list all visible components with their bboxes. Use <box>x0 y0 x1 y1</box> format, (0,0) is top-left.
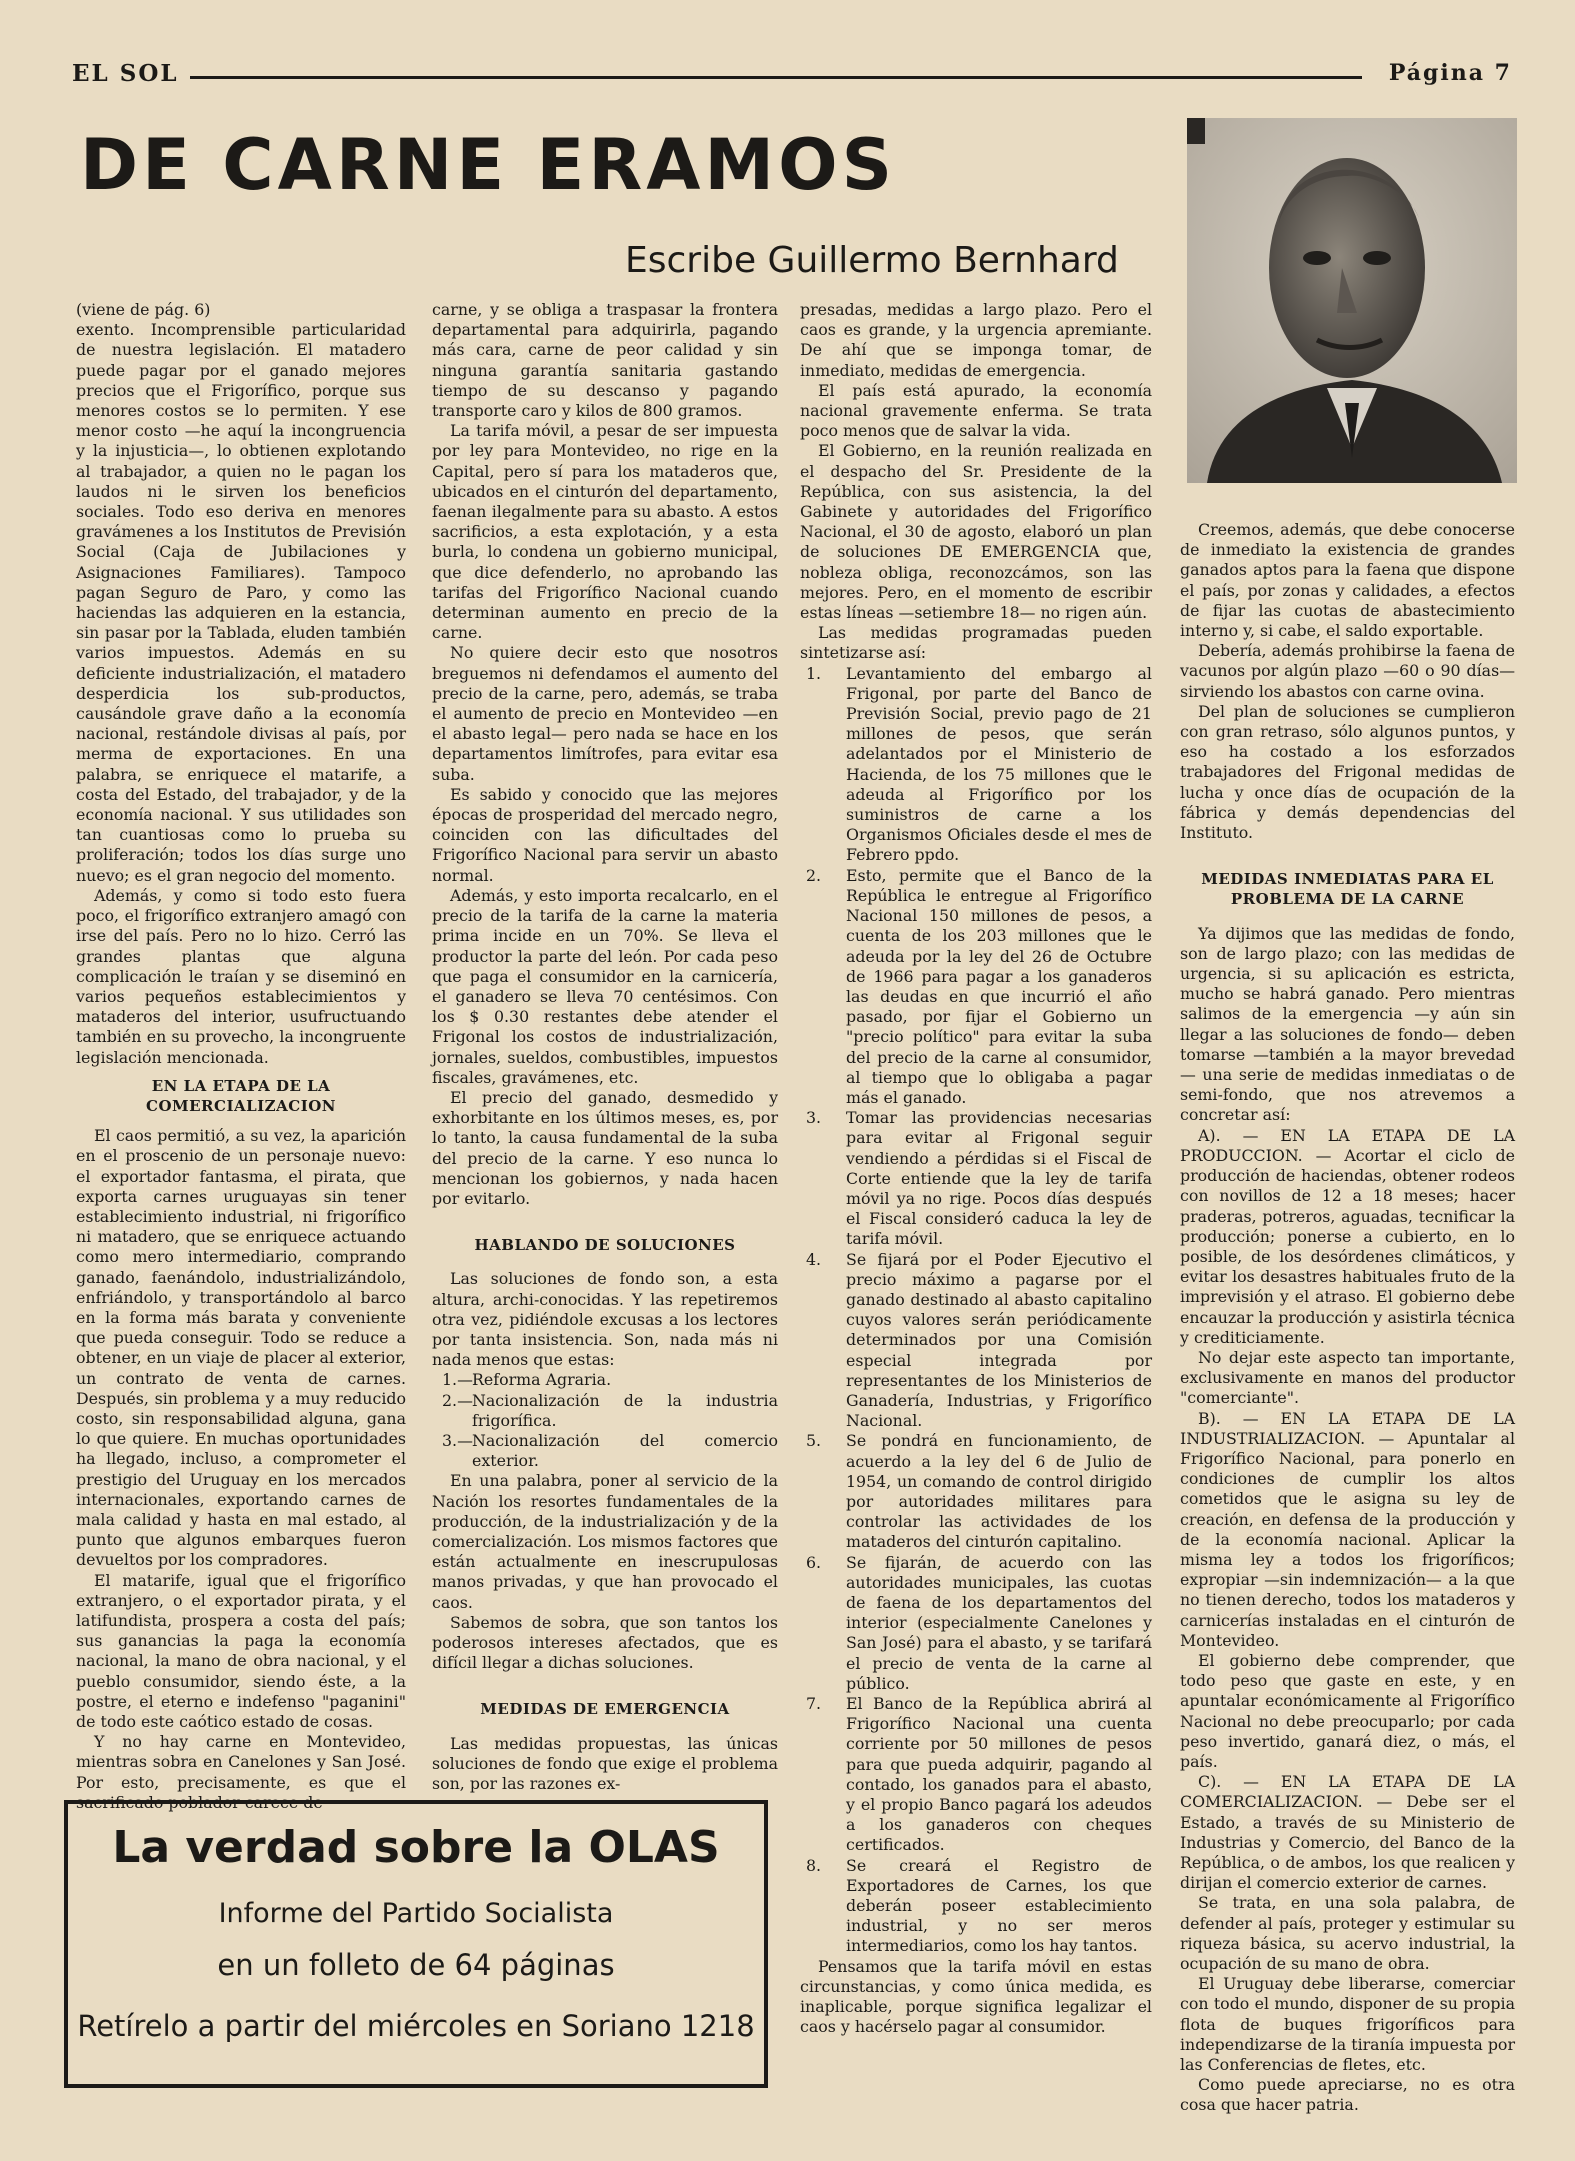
advertisement-box <box>64 1800 768 2088</box>
column-2 <box>432 300 778 1794</box>
paragraph: La tarifa móvil, a pesar de ser impuesta por ley para Montevideo, no rige en la Capital, pero sí para los mataderos que, ubicados en el cinturón del departamento, faenan ilegalmente para su abasto. A estos sacrificios, a esta explotación, y a esta burla, lo condena un gobierno municipal, que dice defenderlo, no aprobando las tarifas del Frigorífico Nacional cuando determinan aumento en precio de la carne. <box>432 421 778 643</box>
ad-subtitle: Informe del Partido Socialista <box>218 1898 614 1929</box>
subheading: EN LA ETAPA DE LA COMERCIALIZACION <box>146 1076 336 1115</box>
paragraph: El caos permitió, a su vez, la aparición en el proscenio de un personaje nuevo: el exportador fantasma, el pirata, que exporta carnes uruguayas sin tener establecimiento industrial, ni frigorífico ni matadero, que se enriquece actuando como mero intermediario, comprando ganado, faenándolo, industrializándolo, enfriándolo, y transportándolo al barco en la forma más barata y conveniente que pueda conseguir. Todo se reduce a obtener, en un viaje de placer al exterior, un contrato de venta de carnes. Después, sin problema y a muy reducido costo, sin responsabilidad alguna, gana lo que quiere. En muchas oportunidades ha llegado, incluso, a comprometer el prestigio del Uruguay en los mercados internacionales, exportando carnes de mala calidad y hasta en mal estado, al punto que algunos embarques fueron devueltos por los compradores. <box>76 1126 406 1570</box>
list-item: 3. Tomar las providencias necesarias para evitar al Frigonal seguir vendiendo a pérdidas si el Fiscal de Corte entiende que la ley de tarifa móvil ya no rige. Pocos días después el Fiscal consideró caduca la ley de tarifa móvil. <box>806 1108 1152 1249</box>
paragraph: En una palabra, poner al servicio de la Nación los resortes fundamentales de la producción, de la industrialización y de la comercialización. Los mismos factores que están actualmente en inescrupulosas manos privadas, y que han provocado el caos. <box>432 1471 778 1612</box>
paragraph: El Gobierno, en la reunión realizada en el despacho del Sr. Presidente de la República, con sus asistencia, la del Gabinete y autoridades del Frigorífico Nacional, el 30 de agosto, elaboró un plan de soluciones DE EMERGENCIA que, nobleza obliga, reconozcámos, son las mejores. Pero, en el momento de escribir estas líneas —setiembre 18— no rigen aún. <box>800 441 1152 623</box>
list-item: 2.— Nacionalización de la industria frigorífica. <box>442 1390 778 1430</box>
portrait-illustration <box>1187 118 1517 483</box>
paragraph: El precio del ganado, desmedido y exhorbitante en los últimos meses, es, por lo tanto, la causa fundamental de la suba del precio de la carne. Y eso nunca lo mencionan los gobiernos, y nada hacen por evitarlo. <box>432 1087 778 1208</box>
column-3 <box>800 300 1152 2037</box>
paragraph: Las soluciones de fondo son, a esta altura, archi-conocidas. Y las repetiremos otra vez, pidiéndole excusas a los lectores por tanta insistencia. Son, nada más ni nada menos que estas: <box>432 1269 778 1370</box>
paragraph: El Uruguay debe liberarse, comerciar con todo el mundo, disponer de su propia flota de buques frigoríficos para independizarse de la tiranía impuesta por las Conferencias de fletes, etc. <box>1180 1974 1515 2075</box>
paragraph: Las medidas propuestas, las únicas soluciones de fondo que exige el problema son, por las razones ex- <box>432 1733 778 1794</box>
headline: DE CARNE ERAMOS <box>80 124 896 206</box>
paragraph: Como puede apreciarse, no es otra cosa que hacer patria. <box>1180 2075 1515 2115</box>
list-item: 7. El Banco de la República abrirá al Frigorífico Nacional una cuenta corriente por 50 millones de pesos para que pueda adquirir, pagando al contado, los ganados para el abasto, y el propio Banco pagará los adeudos a los ganaderos con cheques certificados. <box>806 1694 1152 1855</box>
ad-address: Retírelo a partir del miércoles en Soriano 1218 <box>77 2009 755 2043</box>
paragraph: exento. Incomprensible particularidad de nuestra legislación. El matadero puede pagar por el ganado mejores precios que el Frigorífico, porque sus menores costos se lo permiten. Y ese menor costo —he aquí la incongruencia y la injusticia—, lo obtienen explotando al trabajador, a quien no le pagan los laudos ni le sirven los beneficios sociales. Todo eso deriva en menores gravámenes a los Institutos de Previsión Social (Caja de Jubilaciones y Asignaciones Familiares). Tampoco pagan Seguro de Paro, y como las haciendas las adquieren en la estancia, sin pasar por la Tablada, eluden también varios impuestos. Además en su deficiente industrialización, el matadero desperdicia los sub-productos, causándole grave daño a la economía nacional, restándole divisas al país, por merma de exportaciones. En una palabra, se enriquece el matarife, a costa del Estado, del trabajador, y de la economía nacional. Y sus utilidades son tan cuantiosas como lo prueba su proliferación; todos los días surge uno nuevo; es el gran negocio del momento. <box>76 320 406 885</box>
paragraph: Además, y esto importa recalcarlo, en el precio de la tarifa de la carne la materia prima incide en un 70%. Se lleva el productor la parte del león. Por cada peso que paga el consumidor en la carnicería, el ganadero se lleva 70 centésimos. Con los $ 0.30 restantes debe atender el Frigonal los costos de industrialización, jornales, sueldos, combustibles, impuestos fiscales, gravámenes, etc. <box>432 885 778 1087</box>
paragraph: Creemos, además, que debe conocerse de inmediato la existencia de grandes ganados aptos para la faena que dispone el país, por zonas y calidades, a efectos de fijar las cuotas de abastecimiento interno y, si cabe, el saldo exportable. <box>1180 520 1515 641</box>
author-portrait-photo <box>1187 118 1517 483</box>
header-rule <box>190 76 1362 79</box>
paragraph: Sabemos de sobra, que son tantos los poderosos intereses afectados, que es difícil llegar a dichas soluciones. <box>432 1612 778 1673</box>
list-item: 4. Se fijará por el Poder Ejecutivo el precio máximo a pagarse por el ganado destinado al abasto capitalino cuyos valores serán periódicamente determinados por una Comisión especial integrada por representantes de los Ministerios de Ganadería, Industrias, y Frigorífico Nacional. <box>806 1249 1152 1431</box>
ad-detail: en un folleto de 64 páginas <box>217 1948 615 1982</box>
list-item: 1.— Reforma Agraria. <box>442 1370 612 1390</box>
paragraph: Es sabido y conocido que las mejores épocas de prosperidad del mercado negro, coinciden con las dificultades del Frigorífico Nacional para servir un abasto normal. <box>432 784 778 885</box>
column-1 <box>76 300 406 1813</box>
paragraph: El gobierno debe comprender, que todo peso que gaste en este, y en apuntalar económicamente al Frigorífico Nacional no debe preocuparlo; por cada peso invertido, ganará diez, o más, el país. <box>1180 1650 1515 1771</box>
byline: Escribe Guillermo Bernhard <box>625 240 1119 281</box>
paragraph: Del plan de soluciones se cumplieron con gran retraso, sólo algunos puntos, y eso ha costado a los esforzados trabajadores del Frigonal medidas de lucha y once días de ocupación de la fábrica y demás dependencias del Instituto. <box>1180 701 1515 843</box>
ad-title: La verdad sobre la OLAS <box>112 1822 720 1873</box>
page-number: Página 7 <box>1388 60 1512 86</box>
list-item: 2. Esto, permite que el Banco de la República le entregue al Frigorífico Nacional 150 millones de pesos, a cuenta de los 203 millones que le adeuda por la ley del 26 de Octubre de 1966 para pagar a los ganaderos las deudas en que incurrió el año pasado, por fijar el Gobierno un "precio político" para evitar la suba del precio de la carne al consumidor, al tiempo que lo obligaba a pagar más el ganado. <box>806 865 1152 1107</box>
paragraph: Debería, además prohibirse la faena de vacunos por algún plazo —60 o 90 días— sirviendo los abastos con carne ovina. <box>1180 641 1515 701</box>
paragraph: Se trata, en una sola palabra, de defender al país, proteger y estimular su riqueza básica, su acervo industrial, la ocupación de su mano de obra. <box>1180 1893 1515 1974</box>
list-item: 8. Se creará el Registro de Exportadores de Carnes, los que deberán poseer establecimiento industrial, y no ser meros intermediarios, como los hay tantos. <box>806 1855 1152 1956</box>
paragraph: C). — EN LA ETAPA DE LA COMERCIALIZACION. — Debe ser el Estado, a través de su Ministerio de Industrias y Comercio, del Banco de la República, o de ambos, los que realicen y dirijan el comercio exterior de carnes. <box>1180 1772 1515 1893</box>
paragraph: Las medidas programadas pueden sintetizarse así: <box>800 623 1152 663</box>
paragraph: Ya dijimos que las medidas de fondo, son de largo plazo; con las medidas de urgencia, si su aplicación es estricta, mucho se habrá ganado. Pero mientras salimos de la emergencia —y aún sin llegar a las soluciones de fondo— deben tomarse —también a la mayor brevedad— una serie de medidas inmediatas o de semi-fondo, que nos atrevemos a concretar así: <box>1180 923 1515 1125</box>
page-header <box>72 60 1512 86</box>
subheading: HABLANDO DE SOLUCIONES <box>474 1236 736 1255</box>
paragraph: presadas, medidas a largo plazo. Pero el caos es grande, y la urgencia apremiante. De ahí que se imponga tomar, de inmediato, medidas de emergencia. <box>800 300 1152 380</box>
paragraph: El matarife, igual que el frigorífico extranjero, o el exportador pirata, y el latifundista, prospera a costa del país; sus ganancias la paga la economía nacional, la mano de obra nacional, y el pueblo consumidor, siendo éste, a la postre, el eterno e indefenso "paganini" de todo este caótico estado de cosas. <box>76 1570 406 1732</box>
paragraph: El país está apurado, la economía nacional gravemente enferma. Se trata poco menos que de salvar la vida. <box>800 380 1152 441</box>
measures-list <box>800 664 1152 1957</box>
list-item: 5. Se pondrá en funcionamiento, de acuerdo a la ley del 6 de Julio de 1954, un comando de control dirigido por autoridades militares para controlar las actividades de los mataderos del cinturón capitalino. <box>806 1431 1152 1552</box>
paragraph: No quiere decir esto que nosotros breguemos ni defendamos el aumento del precio de la carne, pero, además, se traba el aumento de precio en Montevideo —en el abasto legal— pero nada se hace en los departamentos limítrofes, para evitar esa suba. <box>432 643 778 784</box>
column-4 <box>1180 520 1515 2116</box>
paragraph: No dejar este aspecto tan importante, exclusivamente en manos del productor "comerciante". <box>1180 1347 1515 1408</box>
publication-name: EL SOL <box>72 60 179 87</box>
paragraph: B). — EN LA ETAPA DE LA INDUSTRIALIZACION. — Apuntalar al Frigorífico Nacional, para ponerlo en condiciones de cumplir los altos cometidos que le asigna su ley de creación, en defensa de la producción y de la economía nacional. Aplicar la misma ley a todos los frigoríficos; expropiar —sin indemnización— a la que no tienen derecho, todos los mataderos y carnicerías instaladas en el cinturón de Montevideo. <box>1180 1408 1515 1650</box>
subheading: MEDIDAS INMEDIATAS PARA EL PROBLEMA DE LA CARNE <box>1201 870 1494 909</box>
paragraph: carne, y se obliga a traspasar la frontera departamental para adquirirla, pagando más cara, carne de peor calidad y sin ninguna garantía sanitaria gastando tiempo de su descanso y pagando transporte caro y kilos de 800 gramos. <box>432 300 778 421</box>
paragraph: Pensamos que la tarifa móvil en estas circunstancias, y como única medida, es inaplicable, porque significa legalizar el caos y hacérselo pagar al consumidor. <box>800 1956 1152 2037</box>
list-item: 3.— Nacionalización del comercio exterior. <box>442 1430 778 1471</box>
list-item: 6. Se fijarán, de acuerdo con las autoridades municipales, las cuotas de faena de los departamentos del interior (especialmente Canelones y San José) para el abasto, y se tarifará el precio de venta de la carne al público. <box>806 1552 1152 1693</box>
subheading: MEDIDAS DE EMERGENCIA <box>480 1700 730 1719</box>
continuation-note: (viene de pág. 6) <box>76 300 211 319</box>
paragraph: Y no hay carne en Montevideo, mientras sobra en Canelones y San José. Por esto, precisamente, es que el sacrificado poblador carece de <box>76 1732 406 1812</box>
list-item: 1. Levantamiento del embargo al Frigonal, por parte del Banco de Previsión Social, previo pago de 21 millones de pesos, que serán adelantados por el Ministerio de Hacienda, de los 75 millones que le adeuda al Frigorífico por los suministros de carne a los Organismos Oficiales desde el mes de Febrero ppdo. <box>806 663 1152 865</box>
paragraph: Además, y como si todo esto fuera poco, el frigorífico extranjero amagó con irse del país. Pero no lo hizo. Cerró las grandes plantas que alguna complicación le traían y se diseminó en varios pequeños establecimientos y mataderos del interior, usufructuando también en su provecho, la incongruente legislación mencionada. <box>76 885 406 1067</box>
paragraph: A). — EN LA ETAPA DE LA PRODUCCION. — Acortar el ciclo de producción de haciendas, obtener rodeos con novillos de 12 a 18 meses; hacer praderas, potreros, aguadas, tecnificar la producción; ponerse a cubierto, en lo posible, de los desórdenes climáticos, y evitar los desastres habituales fruto de la imprevisión y el atraso. El gobierno debe encauzar la producción y asistirla técnica y crediticiamente. <box>1180 1125 1515 1347</box>
